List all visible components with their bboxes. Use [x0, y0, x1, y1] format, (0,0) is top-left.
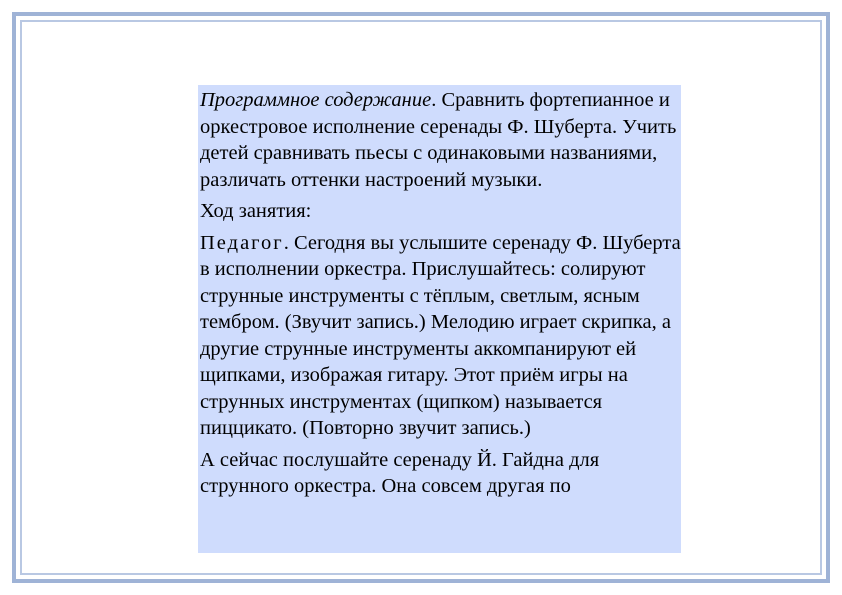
- program-content-text: . Сравнить фортепианное и оркестровое исполнение серенады Ф. Шуберта. Учить детей сравнивать пьесы с одинаковыми названиями, различать оттенки настроений музыки.: [200, 89, 677, 191]
- teacher-speech-text: . Сегодня вы услышите серенаду Ф. Шуберта в исполнении оркестра. Прислушайтесь: солируют струнные инструменты с тёплым, светлым, ясным тембром. (Звучит запись.) Мелодию играет скрипка, а другие струнные инструменты аккомпанируют ей щипками, изображая гитару. Этот приём игры на струнных инструментах (щипком) называется пиццикато. (Повторно звучит запись.): [200, 231, 681, 439]
- paragraph-program-content: [200, 87, 681, 193]
- paragraph-teacher-speech: [200, 230, 681, 442]
- paragraph-haydn-serenade: А сейчас послушайте серенаду Й. Гайдна для струнного оркестра. Она совсем другая по: [200, 448, 600, 497]
- paragraph-lesson-course: Ход занятия:: [200, 200, 312, 222]
- speaker-label: Педагог: [200, 231, 284, 254]
- program-content-label: Программное содержание: [200, 89, 432, 111]
- lesson-text-box: [198, 85, 681, 553]
